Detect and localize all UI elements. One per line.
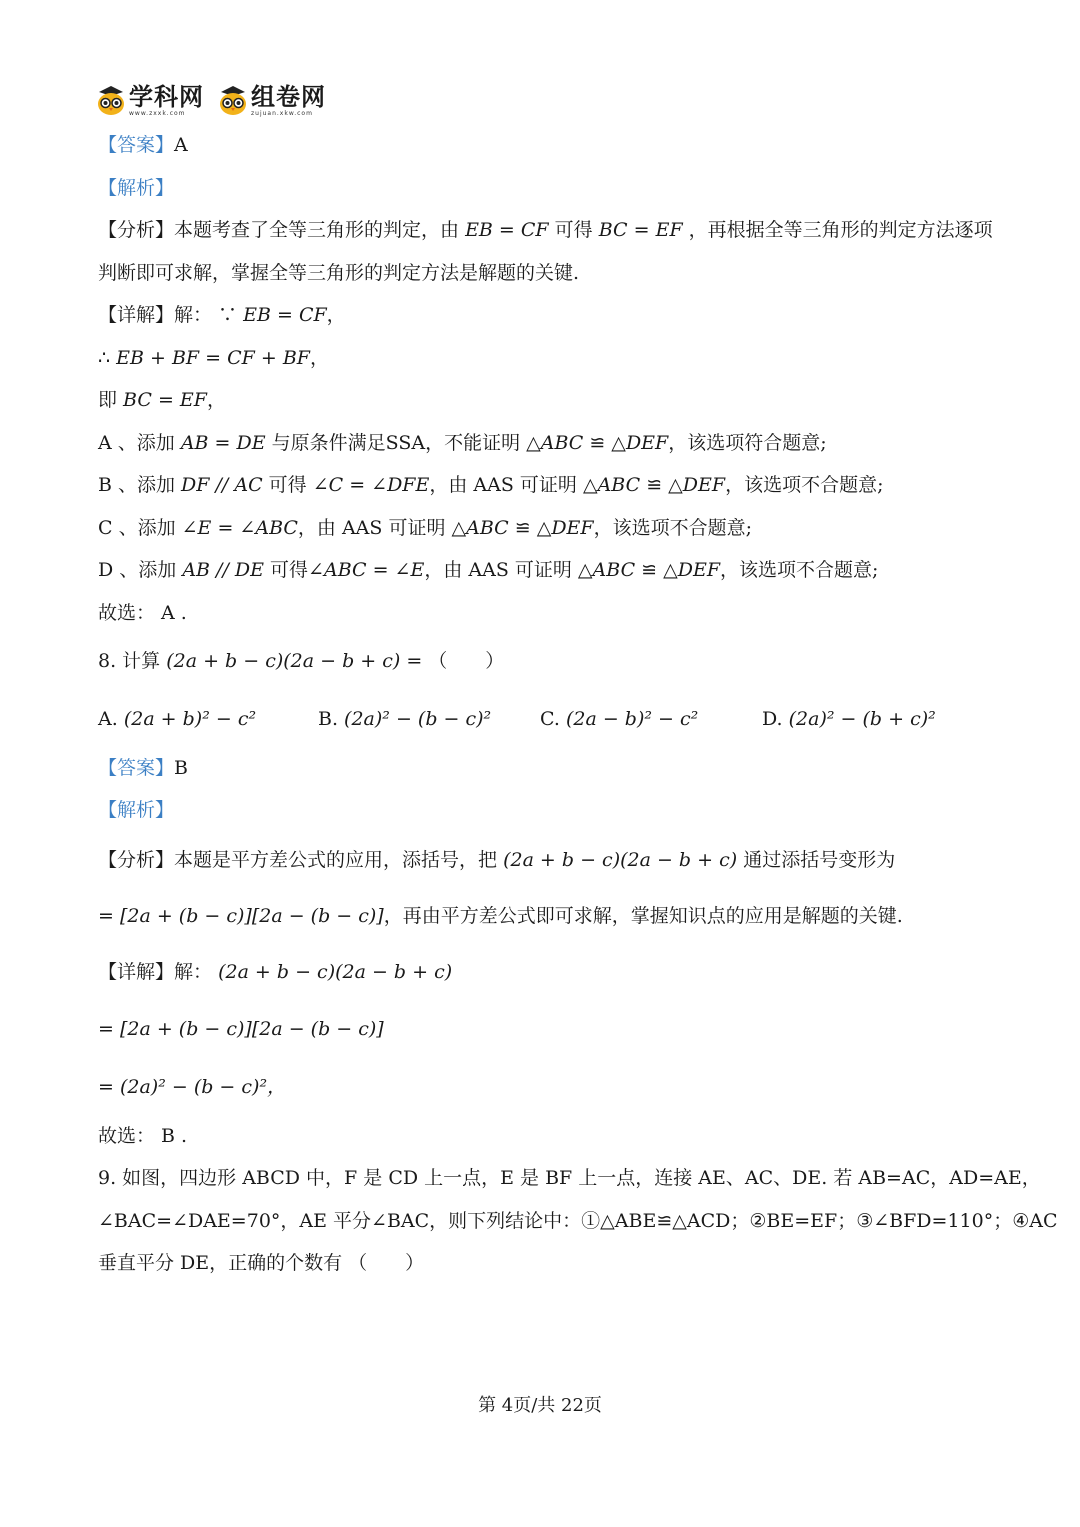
logo-zujuan-text: 组卷网 xyxy=(251,82,326,111)
text: 可得 xyxy=(548,219,599,241)
q7-step2 xyxy=(98,387,226,413)
text: ≌ △ xyxy=(583,432,626,454)
math: BC = EF xyxy=(123,389,207,411)
detail-label: 【详解】 xyxy=(98,961,175,983)
math: E xyxy=(197,517,212,539)
q7-answer xyxy=(98,132,188,158)
text: ， xyxy=(309,347,329,369)
math: (2a)² − (b − c)² xyxy=(344,708,492,730)
answer-label: 【答案】 xyxy=(98,757,175,779)
text: = ∠ xyxy=(211,517,256,539)
math: DFE xyxy=(387,474,430,496)
text: ，再根据全等三角形的判定方法逐项 xyxy=(682,219,993,241)
math: ABC xyxy=(540,432,584,454)
text: ， xyxy=(326,304,346,326)
q8-option-c xyxy=(540,706,698,732)
text: 可得 ∠ xyxy=(262,474,329,496)
text: B 、添加 xyxy=(98,474,182,496)
q7-analysis-line1 xyxy=(98,217,993,243)
owl-logo-icon xyxy=(96,84,126,116)
q8-option-a xyxy=(98,706,256,732)
q7-option-a xyxy=(98,430,827,456)
text: ≌ △ xyxy=(508,517,552,539)
q7-choose: 故选： A . xyxy=(98,602,187,624)
math: ABC xyxy=(466,517,509,539)
header-logo xyxy=(96,80,340,120)
q8-jiexi-label: 【解析】 xyxy=(98,799,175,821)
math: C xyxy=(328,474,344,496)
q7-jiexi-label: 【解析】 xyxy=(98,177,175,199)
text: ，该选项符合题意; xyxy=(668,432,827,454)
q9-line2: ∠BAC=∠DAE=70°，AE 平分∠BAC，则下列结论中：①△ABE≌△ACD；②BE=EF；③∠BFD=110°；④AC xyxy=(98,1210,1058,1232)
page-footer: 第 4页/共 22页 xyxy=(478,1395,602,1416)
logo-zujuan xyxy=(218,84,326,117)
math: (2a − b)² − c² xyxy=(565,708,699,730)
q9-line3: 垂直平分 DE，正确的个数有 （ ） xyxy=(98,1252,425,1274)
math: (2a + b)² − c² xyxy=(123,708,257,730)
text: ，由 AAS 可证明 △ xyxy=(297,517,467,539)
owl-logo-icon xyxy=(218,84,248,116)
math: E xyxy=(410,559,425,581)
text: 可得∠ xyxy=(264,559,324,581)
math: EB = CF xyxy=(465,219,549,241)
q8-answer xyxy=(98,755,188,781)
q8-choose: 故选： B . xyxy=(98,1125,188,1147)
q8-option-b xyxy=(318,706,491,732)
q7-option-c xyxy=(98,515,752,541)
logo-zujuan-url: zujuan.xkw.com xyxy=(251,109,313,117)
math: BC = EF xyxy=(598,219,683,241)
answer-value: A xyxy=(174,134,188,156)
math: AB // DE xyxy=(182,559,264,581)
text: ，由 AAS 可证明 △ xyxy=(429,474,598,496)
text: A 、添加 xyxy=(98,432,181,454)
math: EB = CF xyxy=(243,304,327,326)
math: DEF xyxy=(682,474,726,496)
logo-zxxk-url: www.zxxk.com xyxy=(129,109,186,117)
text: ，由 AAS 可证明 △ xyxy=(424,559,593,581)
q7-option-d xyxy=(98,557,878,583)
text: = ∠ xyxy=(343,474,388,496)
logo-zxxk xyxy=(96,84,204,117)
q8-question xyxy=(98,648,504,674)
text: ∴ xyxy=(98,347,117,369)
math: ABC xyxy=(323,559,367,581)
text: ， xyxy=(206,389,226,411)
answer-label: 【答案】 xyxy=(98,134,175,156)
math: (2a + b − c)(2a − b + c) xyxy=(166,650,401,672)
q7-option-b xyxy=(98,472,883,498)
math: ABC xyxy=(255,517,298,539)
text: ，该选项不合题意; xyxy=(593,517,753,539)
q9-line1: 9. 如图，四边形 ABCD 中，F 是 CD 上一点，E 是 BF 上一点，连接 AE、AC、DE. 若 AB=AC，AD=AE， xyxy=(98,1167,1041,1189)
text: 通过添括号变形为 xyxy=(737,849,896,871)
text: ≌ △ xyxy=(635,559,678,581)
math: DEF xyxy=(677,559,721,581)
q8-analysis-line1 xyxy=(98,847,895,873)
text: ，该选项不合题意; xyxy=(725,474,884,496)
q7-step1 xyxy=(98,345,329,371)
text: C 、添加 ∠ xyxy=(98,517,198,539)
text: 8. 计算 xyxy=(98,650,167,672)
text: ，该选项不合题意; xyxy=(720,559,879,581)
math: = [2a + (b − c)][2a − (b − c)] xyxy=(98,905,384,927)
math: DF // AC xyxy=(181,474,263,496)
text: 即 xyxy=(98,389,124,411)
q7-detail-line xyxy=(98,302,346,328)
text: 解： xyxy=(174,961,219,983)
text: = ∠ xyxy=(366,559,411,581)
detail-label: 【详解】 xyxy=(98,304,175,326)
q7-analysis-line2: 判断即可求解，掌握全等三角形的判定方法是解题的关键. xyxy=(98,262,580,284)
answer-value: B xyxy=(174,757,188,779)
option-label: A. xyxy=(98,708,124,730)
q8-step1: = [2a + (b − c)][2a − (b − c)] xyxy=(98,1018,384,1040)
q8-option-d xyxy=(762,706,936,732)
math: (2a + b − c)(2a − b + c) xyxy=(218,961,453,983)
text: 本题是平方差公式的应用，添括号，把 xyxy=(174,849,504,871)
text: D 、添加 xyxy=(98,559,183,581)
math: EB + BF = CF + BF xyxy=(116,347,310,369)
q8-step2: = (2a)² − (b − c)²， xyxy=(98,1076,287,1098)
analysis-label: 【分析】 xyxy=(98,849,175,871)
text: = （ ） xyxy=(400,650,505,672)
math: ABC xyxy=(597,474,641,496)
text: ，再由平方差公式即可求解，掌握知识点的应用是解题的关键. xyxy=(383,905,903,927)
option-label: B. xyxy=(318,708,345,730)
text: 本题考查了全等三角形的判定，由 xyxy=(174,219,466,241)
option-label: D. xyxy=(762,708,789,730)
text: ≌ △ xyxy=(640,474,683,496)
q8-analysis-line2 xyxy=(98,903,903,929)
math: (2a)² − (b + c)² xyxy=(788,708,936,730)
text: 解： ∵ xyxy=(174,304,244,326)
math: (2a + b − c)(2a − b + c) xyxy=(503,849,738,871)
math: AB = DE xyxy=(180,432,266,454)
option-label: C. xyxy=(540,708,566,730)
analysis-label: 【分析】 xyxy=(98,219,175,241)
math: DEF xyxy=(551,517,594,539)
q8-detail-line xyxy=(98,959,452,985)
logo-zxxk-text: 学科网 xyxy=(129,82,204,111)
text: 与原条件满足SSA，不能证明 △ xyxy=(265,432,541,454)
math: DEF xyxy=(625,432,669,454)
math: ABC xyxy=(592,559,636,581)
